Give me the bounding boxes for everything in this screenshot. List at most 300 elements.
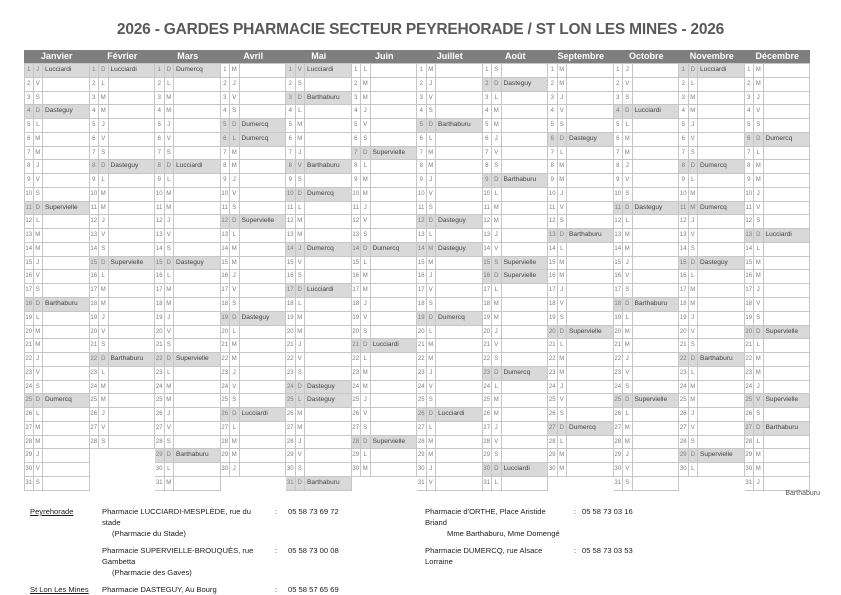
day-row (286, 381, 352, 395)
day-letter-cell: V (427, 188, 437, 202)
day-row (745, 105, 811, 119)
duty-pharmacy-cell: Lucciardi (698, 64, 745, 78)
day-number-cell: 26 (417, 408, 427, 422)
day-row (352, 463, 418, 477)
day-letter-cell: D (492, 270, 502, 284)
day-number-cell: 5 (352, 119, 362, 133)
day-row (745, 243, 811, 257)
day-letter-cell: J (99, 312, 109, 326)
duty-pharmacy-cell (240, 257, 287, 271)
day-letter-cell: D (623, 298, 633, 312)
day-letter-cell: V (296, 160, 306, 174)
day-number-cell: 10 (679, 188, 689, 202)
day-number-cell: 28 (155, 436, 165, 450)
duty-pharmacy-cell (109, 408, 156, 422)
duty-pharmacy-cell (502, 202, 549, 216)
day-row (483, 353, 549, 367)
phone-number: 05 58 73 69 72 (288, 507, 339, 516)
day-letter-cell: V (492, 243, 502, 257)
day-row (679, 243, 745, 257)
day-number-cell: 7 (548, 147, 558, 161)
duty-pharmacy-cell (371, 298, 418, 312)
day-row (548, 449, 614, 463)
day-row (352, 257, 418, 271)
duty-pharmacy-cell (633, 312, 680, 326)
day-letter-cell: D (754, 422, 764, 436)
day-row (221, 326, 287, 340)
day-row (24, 436, 90, 450)
day-row (548, 202, 614, 216)
day-number-cell: 8 (90, 160, 100, 174)
day-row (548, 326, 614, 340)
duty-pharmacy-cell (174, 174, 221, 188)
duty-pharmacy-cell (436, 463, 483, 477)
day-row (352, 78, 418, 92)
day-row (745, 257, 811, 271)
day-number-cell: 16 (548, 270, 558, 284)
colon-separator: : (573, 546, 577, 555)
day-number-cell: 13 (483, 229, 493, 243)
duty-pharmacy-cell (502, 160, 549, 174)
day-row (286, 312, 352, 326)
day-letter-cell: D (361, 243, 371, 257)
day-number-cell: 15 (679, 257, 689, 271)
day-letter-cell: M (427, 64, 437, 78)
day-row (352, 215, 418, 229)
day-letter-cell: S (99, 243, 109, 257)
day-letter-cell: M (623, 243, 633, 257)
pharmacy-label: Pharmacie DUMERCQ, rue Alsace Lorraine (425, 546, 543, 566)
day-letter-cell: M (296, 408, 306, 422)
duty-pharmacy-cell (436, 449, 483, 463)
day-letter-cell: M (754, 174, 764, 188)
duty-pharmacy-cell (567, 270, 614, 284)
duty-pharmacy-cell (240, 160, 287, 174)
duty-pharmacy-cell (305, 202, 352, 216)
day-letter-cell: V (361, 408, 371, 422)
day-row (417, 298, 483, 312)
day-letter-cell: J (558, 284, 568, 298)
day-number-cell: 13 (155, 229, 165, 243)
duty-pharmacy-cell (109, 243, 156, 257)
day-letter-cell: D (34, 105, 44, 119)
day-letter-cell: L (165, 78, 175, 92)
day-number-cell: 26 (679, 408, 689, 422)
day-letter-cell: L (34, 215, 44, 229)
day-letter-cell: S (558, 312, 568, 326)
day-row (90, 298, 156, 312)
day-row (614, 408, 680, 422)
day-row (745, 78, 811, 92)
day-number-cell: 30 (483, 463, 493, 477)
day-letter-cell: M (34, 147, 44, 161)
duty-pharmacy-cell (764, 408, 811, 422)
day-row (548, 188, 614, 202)
day-row (417, 394, 483, 408)
day-letter-cell: V (558, 105, 568, 119)
day-row (90, 257, 156, 271)
day-letter-cell: D (754, 326, 764, 340)
duty-pharmacy-cell: Lucciardi (436, 408, 483, 422)
duty-pharmacy-cell (371, 257, 418, 271)
day-letter-cell: D (296, 188, 306, 202)
day-number-cell: 18 (679, 298, 689, 312)
month-header: Février (90, 50, 156, 63)
day-number-cell: 11 (548, 202, 558, 216)
day-number-cell: 18 (417, 298, 427, 312)
day-number-cell: 14 (286, 243, 296, 257)
day-letter-cell: D (689, 353, 699, 367)
day-letter-cell: M (230, 339, 240, 353)
day-number-cell: 21 (417, 339, 427, 353)
day-row (352, 353, 418, 367)
day-number-cell: 31 (155, 477, 165, 491)
day-letter-cell: S (361, 133, 371, 147)
day-row (548, 422, 614, 436)
day-number-cell: 19 (745, 312, 755, 326)
day-letter-cell: J (754, 477, 764, 491)
day-number-cell: 17 (614, 284, 624, 298)
duty-pharmacy-cell (240, 394, 287, 408)
day-letter-cell: M (558, 463, 568, 477)
day-number-cell: 6 (417, 133, 427, 147)
duty-pharmacy-cell (240, 339, 287, 353)
day-letter-cell: D (623, 105, 633, 119)
day-letter-cell: J (230, 78, 240, 92)
day-row (286, 353, 352, 367)
day-number-cell: 22 (90, 353, 100, 367)
day-letter-cell: M (623, 436, 633, 450)
day-number-cell: 19 (24, 312, 34, 326)
duty-pharmacy-cell: Lucciardi (305, 284, 352, 298)
duty-pharmacy-cell (174, 147, 221, 161)
day-letter-cell: L (165, 463, 175, 477)
day-number-cell: 11 (352, 202, 362, 216)
day-number-cell: 8 (614, 160, 624, 174)
duty-pharmacy-cell (109, 436, 156, 450)
duty-pharmacy-cell (109, 92, 156, 106)
day-number-cell: 27 (24, 422, 34, 436)
day-number-cell: 23 (745, 367, 755, 381)
day-letter-cell: L (230, 229, 240, 243)
day-number-cell: 8 (417, 160, 427, 174)
day-row (417, 202, 483, 216)
day-number-cell: 4 (286, 105, 296, 119)
day-row (483, 298, 549, 312)
day-row (155, 422, 221, 436)
day-row (155, 229, 221, 243)
duty-pharmacy-cell (633, 270, 680, 284)
day-row (90, 202, 156, 216)
duty-pharmacy-cell: Barthaburu (633, 298, 680, 312)
day-number-cell: 23 (221, 367, 231, 381)
day-number-cell: 10 (417, 188, 427, 202)
day-row (24, 78, 90, 92)
duty-pharmacy-cell (698, 326, 745, 340)
duty-pharmacy-cell (305, 436, 352, 450)
day-number-cell: 25 (679, 394, 689, 408)
day-row (286, 229, 352, 243)
day-number-cell: 12 (548, 215, 558, 229)
day-number-cell: 27 (483, 422, 493, 436)
day-row (24, 326, 90, 340)
day-row (548, 339, 614, 353)
day-row (90, 326, 156, 340)
day-letter-cell: M (34, 243, 44, 257)
day-letter-cell: S (689, 436, 699, 450)
day-number-cell: 16 (90, 270, 100, 284)
day-number-cell: 24 (679, 381, 689, 395)
day-number-cell: 22 (417, 353, 427, 367)
day-letter-cell: L (623, 215, 633, 229)
day-letter-cell: S (296, 270, 306, 284)
day-number-cell: 1 (286, 64, 296, 78)
day-number-cell: 18 (614, 298, 624, 312)
day-number-cell: 16 (286, 270, 296, 284)
duty-pharmacy-cell (43, 312, 90, 326)
day-number-cell: 29 (745, 449, 755, 463)
day-number-cell: 3 (417, 92, 427, 106)
duty-pharmacy-cell (502, 64, 549, 78)
day-row (679, 367, 745, 381)
day-letter-cell: J (492, 229, 502, 243)
day-row (614, 133, 680, 147)
day-letter-cell: S (623, 188, 633, 202)
day-letter-cell: D (34, 394, 44, 408)
day-number-cell: 5 (417, 119, 427, 133)
day-letter-cell: V (427, 284, 437, 298)
day-number-cell: 21 (548, 339, 558, 353)
duty-pharmacy-cell: Lucciardi (43, 64, 90, 78)
duty-pharmacy-cell (764, 436, 811, 450)
day-row (679, 257, 745, 271)
day-row (614, 298, 680, 312)
day-number-cell: 7 (221, 147, 231, 161)
day-number-cell: 19 (352, 312, 362, 326)
day-row (614, 202, 680, 216)
duty-pharmacy-cell (174, 92, 221, 106)
day-number-cell: 15 (417, 257, 427, 271)
day-number-cell: 26 (221, 408, 231, 422)
day-number-cell: 13 (286, 229, 296, 243)
day-row (614, 477, 680, 491)
day-number-cell: 11 (155, 202, 165, 216)
day-number-cell: 24 (90, 381, 100, 395)
duty-pharmacy-cell (43, 353, 90, 367)
duty-pharmacy-cell: Lucciardi (502, 463, 549, 477)
day-number-cell: 31 (483, 477, 493, 491)
day-number-cell: 27 (286, 422, 296, 436)
day-number-cell: 19 (679, 312, 689, 326)
day-row (352, 367, 418, 381)
day-number-cell: 13 (24, 229, 34, 243)
day-letter-cell: S (230, 298, 240, 312)
day-row (614, 463, 680, 477)
day-row (483, 133, 549, 147)
duty-pharmacy-cell (567, 339, 614, 353)
day-letter-cell: M (99, 202, 109, 216)
duty-pharmacy-cell (567, 284, 614, 298)
colon-separator: : (274, 546, 278, 555)
day-row (352, 160, 418, 174)
day-row (352, 284, 418, 298)
day-number-cell: 2 (679, 78, 689, 92)
duty-pharmacy-cell: Dasteguy (174, 257, 221, 271)
day-row (548, 78, 614, 92)
day-letter-cell: M (689, 381, 699, 395)
duty-pharmacy-cell (43, 92, 90, 106)
duty-pharmacy-cell (371, 78, 418, 92)
day-number-cell: 4 (614, 105, 624, 119)
day-number-cell: 31 (417, 477, 427, 491)
day-row (483, 215, 549, 229)
day-row (483, 147, 549, 161)
day-number-cell: 7 (745, 147, 755, 161)
duty-pharmacy-cell (371, 284, 418, 298)
day-number-cell: 15 (90, 257, 100, 271)
day-letter-cell: L (99, 270, 109, 284)
duty-pharmacy-cell (371, 160, 418, 174)
day-row (614, 381, 680, 395)
duty-pharmacy-cell (371, 202, 418, 216)
day-number-cell: 6 (679, 133, 689, 147)
day-row (221, 381, 287, 395)
day-row (221, 147, 287, 161)
duty-pharmacy-cell (371, 449, 418, 463)
day-row (614, 119, 680, 133)
day-letter-cell: J (34, 353, 44, 367)
duty-pharmacy-cell: Dasteguy (305, 394, 352, 408)
day-letter-cell: V (165, 422, 175, 436)
day-row (155, 160, 221, 174)
day-letter-cell: L (558, 147, 568, 161)
duty-pharmacy-cell (174, 339, 221, 353)
day-number-cell: 26 (548, 408, 558, 422)
day-letter-cell: D (361, 147, 371, 161)
day-number-cell: 12 (679, 215, 689, 229)
day-row (745, 215, 811, 229)
duty-pharmacy-cell (567, 92, 614, 106)
duty-pharmacy-cell (305, 422, 352, 436)
duty-pharmacy-cell (436, 477, 483, 491)
day-number-cell: 8 (548, 160, 558, 174)
duty-pharmacy-cell (633, 326, 680, 340)
day-number-cell: 30 (352, 463, 362, 477)
day-row (221, 64, 287, 78)
day-letter-cell: J (296, 436, 306, 450)
day-letter-cell: J (230, 367, 240, 381)
day-row (155, 463, 221, 477)
day-letter-cell: D (361, 436, 371, 450)
day-row (548, 147, 614, 161)
day-letter-cell: D (230, 408, 240, 422)
day-letter-cell: S (34, 92, 44, 106)
duty-pharmacy-cell (764, 105, 811, 119)
day-letter-cell: M (361, 270, 371, 284)
day-letter-cell: L (34, 408, 44, 422)
day-row (352, 243, 418, 257)
duty-pharmacy-cell (240, 188, 287, 202)
contact-row (425, 545, 666, 567)
day-letter-cell: D (99, 160, 109, 174)
duty-pharmacy-cell (371, 64, 418, 78)
duty-pharmacy-cell (109, 298, 156, 312)
day-letter-cell: M (427, 160, 437, 174)
day-letter-cell: V (230, 284, 240, 298)
day-letter-cell: L (99, 78, 109, 92)
day-number-cell: 10 (90, 188, 100, 202)
day-letter-cell: D (99, 257, 109, 271)
day-letter-cell: J (296, 147, 306, 161)
place-label: St Lon Les Mines (30, 585, 89, 594)
duty-pharmacy-cell (305, 147, 352, 161)
day-letter-cell: J (754, 188, 764, 202)
month-column (90, 50, 156, 491)
day-row (90, 64, 156, 78)
duty-pharmacy-cell (764, 367, 811, 381)
day-number-cell: 7 (155, 147, 165, 161)
day-letter-cell: D (492, 78, 502, 92)
duty-pharmacy-cell (567, 449, 614, 463)
day-letter-cell: D (689, 449, 699, 463)
day-letter-cell: S (165, 243, 175, 257)
duty-pharmacy-cell: Dumercq (240, 119, 287, 133)
day-number-cell: 22 (286, 353, 296, 367)
day-row (286, 147, 352, 161)
duty-pharmacy-cell (43, 119, 90, 133)
day-letter-cell: L (492, 188, 502, 202)
day-letter-cell: S (361, 229, 371, 243)
day-number-cell: 3 (679, 92, 689, 106)
day-row (24, 105, 90, 119)
day-number-cell: 23 (417, 367, 427, 381)
day-row (221, 78, 287, 92)
duty-pharmacy-cell (240, 449, 287, 463)
day-row (679, 353, 745, 367)
day-letter-cell: L (427, 229, 437, 243)
day-row (24, 160, 90, 174)
day-letter-cell: S (296, 174, 306, 188)
day-row (24, 408, 90, 422)
duty-pharmacy-cell: Lucciardi (371, 339, 418, 353)
day-letter-cell: L (754, 436, 764, 450)
day-letter-cell: J (165, 408, 175, 422)
day-letter-cell: L (165, 174, 175, 188)
day-number-cell: 23 (679, 367, 689, 381)
duty-pharmacy-cell (633, 174, 680, 188)
day-number-cell: 20 (90, 326, 100, 340)
day-number-cell: 4 (155, 105, 165, 119)
day-letter-cell: V (361, 119, 371, 133)
day-letter-cell: M (34, 229, 44, 243)
day-number-cell: 29 (483, 449, 493, 463)
day-number-cell: 29 (614, 449, 624, 463)
day-number-cell: 11 (614, 202, 624, 216)
day-row (679, 133, 745, 147)
month-header: Octobre (614, 50, 680, 63)
day-letter-cell: V (558, 394, 568, 408)
day-letter-cell: M (99, 394, 109, 408)
duty-pharmacy-cell: Dumercq (698, 160, 745, 174)
month-header: Septembre (548, 50, 614, 63)
duty-pharmacy-cell (174, 326, 221, 340)
day-letter-cell: M (558, 160, 568, 174)
day-number-cell: 26 (155, 408, 165, 422)
day-row (24, 394, 90, 408)
day-letter-cell: M (689, 105, 699, 119)
day-letter-cell: J (165, 312, 175, 326)
day-letter-cell: L (623, 119, 633, 133)
